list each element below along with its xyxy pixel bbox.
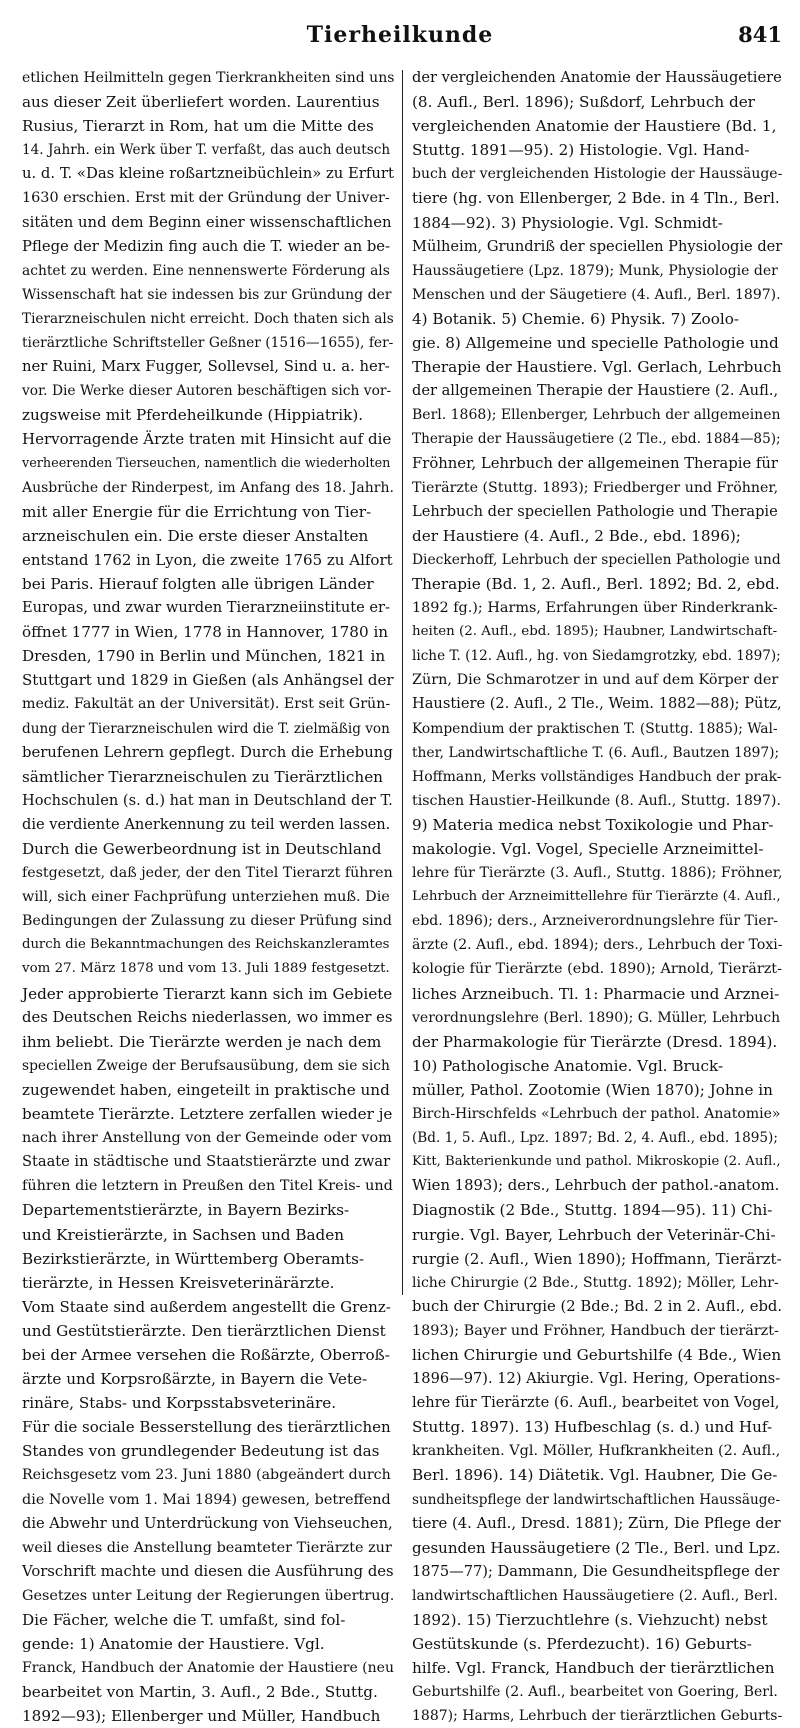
text-line: die Novelle vom 1. Mai 1894) gewesen, betreffend xyxy=(22,1491,391,1508)
text-line: (Bd. 1, 5. Aufl., Lpz. 1897; Bd. 2, 4. Aufl., ebd. 1895); xyxy=(412,1130,778,1147)
text-line: Für die sociale Besserstellung des tierärztlichen xyxy=(22,1418,391,1437)
text-line: rurgie. Vgl. Bayer, Lehrbuch der Veterinär-Chi- xyxy=(412,1225,776,1244)
text-line: Rusius, Tierarzt in Rom, hat um die Mitte des xyxy=(22,117,374,136)
text-line: Kitt, Bakterienkunde und pathol. Mikroskopie (2. Aufl., xyxy=(412,1154,781,1170)
text-line: zugewendet haben, eingeteilt in praktische und xyxy=(22,1080,390,1099)
text-line: liche Chirurgie (2 Bde., Stuttg. 1892); Möller, Lehr- xyxy=(412,1274,779,1291)
text-line: Hochschulen (s. d.) hat man in Deutschland der T. xyxy=(22,791,393,809)
text-line: Dresden, 1790 in Berlin und München, 1821 in xyxy=(22,647,386,666)
running-title: Tierheilkunde xyxy=(306,22,494,48)
text-line: mit aller Energie für die Errichtung von Tier- xyxy=(22,502,372,521)
text-line: rurgie (2. Aufl., Wien 1890); Hoffmann, Tierärzt- xyxy=(412,1249,782,1268)
text-line: Stuttgart und 1829 in Gießen (als Anhängsel der xyxy=(22,671,394,690)
text-line: weil dieses die Anstellung beamteter Tierärzte zur xyxy=(22,1539,392,1556)
text-line: gende: 1) Anatomie der Haustiere. Vgl. xyxy=(22,1635,325,1654)
text-line: dung der Tierarzneischulen wird die T. zielmäßig von xyxy=(22,720,390,737)
text-line: Dieckerhoff, Lehrbuch der speciellen Pathologie und xyxy=(412,551,781,568)
text-line: 1887); Harms, Lehrbuch der tierärztlichen Geburts- xyxy=(412,1708,783,1725)
text-line: entstand 1762 in Lyon, die zweite 1765 zu Alfort xyxy=(22,550,393,569)
text-line: arzneischulen ein. Die erste dieser Anstalten xyxy=(22,526,369,545)
text-line: der Haustiere (4. Aufl., 2 Bde., ebd. 1896); xyxy=(412,526,741,545)
text-line: tierärzte, in Hessen Kreisveterinärärzte. xyxy=(22,1273,335,1292)
text-line: liche T. (12. Aufl., hg. von Siedamgrotzky, ebd. 1897); xyxy=(412,648,781,665)
text-line: die Abwehr und Unterdrückung von Viehseuchen, xyxy=(22,1514,393,1532)
text-line: kologie für Tierärzte (ebd. 1890); Arnold, Tierärzt- xyxy=(412,961,782,978)
text-line: Tierärzte (Stuttg. 1893); Friedberger und Fröhner, xyxy=(412,479,779,496)
text-line: Haustiere (2. Aufl., 2 Tle., Weim. 1882—88); Pütz, xyxy=(412,695,782,713)
text-line: Gestütskunde (s. Pferdezucht). 16) Geburts- xyxy=(412,1635,752,1654)
text-line: lehre für Tierärzte (3. Aufl., Stuttg. 1886); Fröhner, xyxy=(412,865,783,882)
text-line: bei Paris. Hierauf folgten alle übrigen Länder xyxy=(22,574,374,593)
text-line: Bezirkstierärzte, in Württemberg Oberamts- xyxy=(22,1249,365,1268)
column-divider xyxy=(402,70,403,1295)
text-line: Berl. 1868); Ellenberger, Lehrbuch der allgemeinen xyxy=(412,407,781,424)
text-line: Wien 1893); ders., Lehrbuch der pathol.-anatom. xyxy=(412,1177,780,1195)
text-line: Staate in städtische und Staatstierärzte und zwar xyxy=(22,1153,391,1171)
text-line: lichen Chirurgie und Geburtshilfe (4 Bde., Wien xyxy=(412,1345,782,1364)
text-line: sundheitspflege der landwirtschaftlichen Haussäuge- xyxy=(412,1491,781,1508)
text-line: des Deutschen Reichs niederlassen, wo immer es xyxy=(22,1008,393,1026)
text-line: Reichsgesetz vom 23. Juni 1880 (abgeändert durch xyxy=(22,1467,391,1484)
text-line: Therapie der Haustiere. Vgl. Gerlach, Lehrbuch xyxy=(412,358,782,377)
text-line: bei der Armee versehen die Roßärzte, Oberroß- xyxy=(22,1345,390,1364)
text-line: ner Ruini, Marx Fugger, Sollevsel, Sind u. a. her- xyxy=(22,358,390,376)
text-line: Bedingungen der Zulassung zu dieser Prüfung sind xyxy=(22,913,392,930)
text-line: liches Arzneibuch. Tl. 1: Pharmacie und Arznei- xyxy=(412,984,780,1003)
text-line: zugsweise mit Pferdeheilkunde (Hippiatrik). xyxy=(22,406,364,425)
text-line: 4) Botanik. 5) Chemie. 6) Physik. 7) Zoolo- xyxy=(412,309,739,328)
text-line: lehre für Tierärzte (6. Aufl., bearbeitet von Vogel, xyxy=(412,1394,780,1412)
text-line: bearbeitet von Martin, 3. Aufl., 2 Bde., Stuttg. xyxy=(22,1683,378,1702)
text-line: der vergleichenden Anatomie der Haussäugetiere xyxy=(412,69,782,86)
text-line: Birch-Hirschfelds «Lehrbuch der pathol. Anatomie» xyxy=(412,1106,781,1123)
text-line: Pflege der Medizin fing auch die T. wieder an be- xyxy=(22,237,391,255)
text-line: Geburtshilfe (2. Aufl., bearbeitet von Goering, Berl. xyxy=(412,1684,778,1701)
text-line: (8. Aufl., Berl. 1896); Sußdorf, Lehrbuch der xyxy=(412,93,755,112)
text-line: beamtete Tierärzte. Letztere zerfallen wieder je xyxy=(22,1105,393,1124)
text-line: ebd. 1896); ders., Arzneiverordnungslehre für Tier- xyxy=(412,913,779,930)
page-header xyxy=(18,22,782,56)
text-line: und Kreistierärzte, in Sachsen und Baden xyxy=(22,1225,345,1244)
text-line: makologie. Vgl. Vogel, Specielle Arzneimittel- xyxy=(412,840,764,858)
text-line: 1893); Bayer und Fröhner, Handbuch der tierärzt- xyxy=(412,1322,779,1339)
text-line: die verdiente Anerkennung zu teil werden lassen. xyxy=(22,815,391,833)
text-line: Haussäugetiere (Lpz. 1879); Munk, Physiologie der xyxy=(412,262,778,279)
text-line: der allgemeinen Therapie der Haustiere (2. Aufl., xyxy=(412,382,779,400)
text-line: 1896—97). 12) Akiurgie. Vgl. Hering, Operations- xyxy=(412,1370,781,1388)
text-line: verordnungslehre (Berl. 1890); G. Müller, Lehrbuch xyxy=(412,1009,781,1026)
text-line: Vorschrift machte und diesen die Ausführung des xyxy=(22,1562,394,1580)
text-line: u. d. T. «Das kleine roßartzneibüchlein» zu Erfurt xyxy=(22,165,394,183)
text-line: Berl. 1896). 14) Diätetik. Vgl. Haubner, Die Ge- xyxy=(412,1466,778,1485)
text-line: Europas, und zwar wurden Tierarzneiinstitute er- xyxy=(22,599,390,617)
text-line: Die Fächer, welche die T. umfaßt, sind fol- xyxy=(22,1611,346,1629)
right-column xyxy=(412,66,783,1725)
text-line: nach ihrer Anstellung von der Gemeinde oder vom xyxy=(22,1130,392,1147)
text-line: 1892 fg.); Harms, Erfahrungen über Rinderkrank- xyxy=(412,600,778,617)
text-line: Wissenschaft hat sie indessen bis zur Gründung der xyxy=(22,286,392,303)
text-line: Diagnostik (2 Bde., Stuttg. 1894—95). 11) Chi- xyxy=(412,1201,773,1220)
text-line: etlichen Heilmitteln gegen Tierkrankheiten sind uns xyxy=(22,70,395,86)
text-line: buch der Chirurgie (2 Bde.; Bd. 2 in 2. Aufl., ebd. xyxy=(412,1297,783,1315)
text-line: buch der vergleichenden Histologie der Haussäuge- xyxy=(412,166,783,183)
text-line: müller, Pathol. Zootomie (Wien 1870); Johne in xyxy=(412,1080,773,1099)
text-line: vor. Die Werke dieser Autoren beschäftigen sich vor- xyxy=(22,383,392,400)
text-line: Gesetzes unter Leitung der Regierungen übertrug. xyxy=(22,1587,395,1604)
text-line: Durch die Gewerbeordnung ist in Deutschland xyxy=(22,840,382,858)
text-line: vergleichenden Anatomie der Haustiere (Bd. 1, xyxy=(412,117,777,136)
text-line: Lehrbuch der Arzneimittellehre für Tierärzte (4. Aufl., xyxy=(412,889,781,905)
text-line: festgesetzt, daß jeder, der den Titel Tierarzt führen xyxy=(22,865,393,882)
text-line: ihm beliebt. Die Tierärzte werden je nach dem xyxy=(22,1032,382,1051)
text-line: Departementstierärzte, in Bayern Bezirks- xyxy=(22,1201,350,1220)
text-line: berufenen Lehrern gepflegt. Durch die Erhebung xyxy=(22,743,393,761)
text-line: Lehrbuch der speciellen Pathologie und Therapie xyxy=(412,502,778,520)
text-line: gie. 8) Allgemeine und specielle Pathologie und xyxy=(412,334,779,353)
text-line: Zürn, Die Schmarotzer in und auf dem Körper der xyxy=(412,672,779,689)
text-line: tiere (hg. von Ellenberger, 2 Bde. in 4 Tln., Berl. xyxy=(412,189,780,208)
text-line: 1630 erschien. Erst mit der Gründung der Univer- xyxy=(22,190,390,207)
text-line: verheerenden Tierseuchen, namentlich die wiederholten xyxy=(22,455,391,471)
text-line: landwirtschaftlichen Haussäugetiere (2. Aufl., Berl. xyxy=(412,1587,778,1604)
text-line: sitäten und dem Beginn einer wissenschaftlichen xyxy=(22,213,392,231)
text-line: Stuttg. 1891—95). 2) Histologie. Vgl. Hand- xyxy=(412,141,750,160)
text-line: ärzte (2. Aufl., ebd. 1894); ders., Lehrbuch der Toxi- xyxy=(412,937,783,954)
text-line: Hervorragende Ärzte traten mit Hinsicht auf die xyxy=(22,430,392,449)
left-column xyxy=(22,66,395,1726)
text-line: sämtlicher Tierarzneischulen zu Tierärztlichen xyxy=(22,767,383,786)
text-line: der Pharmakologie für Tierärzte (Dresd. 1894). xyxy=(412,1032,778,1051)
text-line: rinäre, Stabs- und Korpsstabsveterinäre. xyxy=(22,1394,337,1413)
text-line: 1884—92). 3) Physiologie. Vgl. Schmidt- xyxy=(412,213,723,232)
text-line: und Gestütstierärzte. Den tierärztlichen Dienst xyxy=(22,1321,386,1340)
text-line: Vom Staate sind außerdem angestellt die Grenz- xyxy=(22,1297,391,1316)
text-line: Ausbrüche der Rinderpest, im Anfang des 18. Jahrh. xyxy=(22,479,394,496)
text-line: 9) Materia medica nebst Toxikologie und Phar- xyxy=(412,815,774,834)
text-line: Hoffmann, Merks vollständiges Handbuch der prak- xyxy=(412,768,782,785)
text-line: Fröhner, Lehrbuch der allgemeinen Therapie für xyxy=(412,454,778,472)
text-line: gesunden Haussäugetiere (2 Tle., Berl. und Lpz. xyxy=(412,1538,781,1557)
text-line: 1892). 15) Tierzuchtlehre (s. Viehzucht) nebst xyxy=(412,1611,768,1629)
text-line: aus dieser Zeit überliefert worden. Laurentius xyxy=(22,93,380,112)
text-line: Stuttg. 1897). 13) Hufbeschlag (s. d.) und Huf- xyxy=(412,1418,773,1437)
text-line: Therapie der Haussäugetiere (2 Tle., ebd. 1884—85); xyxy=(412,431,781,448)
text-line: vom 27. März 1878 und vom 13. Juli 1889 festgesetzt. xyxy=(22,961,390,977)
text-line: krankheiten. Vgl. Möller, Hufkrankheiten (2. Aufl., xyxy=(412,1443,781,1460)
text-line: hilfe. Vgl. Franck, Handbuch der tierärztlichen xyxy=(412,1659,775,1678)
text-line: 1892—93); Ellenberger und Müller, Handbuch xyxy=(22,1707,381,1726)
text-line: 14. Jahrh. ein Werk über T. verfaßt, das auch deutsch xyxy=(22,142,391,159)
text-line: tiere (4. Aufl., Dresd. 1881); Zürn, Die Pflege der xyxy=(412,1514,781,1532)
text-line: tierärztliche Schriftsteller Geßner (1516—1655), fer- xyxy=(22,335,394,352)
text-line: mediz. Fakultät an der Universität). Erst seit Grün- xyxy=(22,696,391,713)
text-line: 1875—77); Dammann, Die Gesundheitspflege der xyxy=(412,1562,780,1580)
text-line: tischen Haustier-Heilkunde (8. Aufl., Stuttg. 1897). xyxy=(412,792,781,809)
text-line: Menschen und der Säugetiere (4. Aufl., Berl. 1897). xyxy=(412,286,781,303)
text-line: Franck, Handbuch der Anatomie der Haustiere (neu xyxy=(22,1660,394,1677)
text-line: Therapie (Bd. 1, 2. Aufl., Berl. 1892; Bd. 2, ebd. xyxy=(412,574,780,593)
text-line: ärzte und Korpsroßärzte, in Bayern die Vete- xyxy=(22,1370,368,1389)
text-line: achtet zu werden. Eine nennenswerte Förderung als xyxy=(22,262,390,279)
text-line: Kompendium der praktischen T. (Stuttg. 1885); Wal- xyxy=(412,720,778,737)
text-line: durch die Bekanntmachungen des Reichskanzleramtes xyxy=(22,937,390,953)
page-number: 841 xyxy=(738,22,782,47)
text-line: will, sich einer Fachprüfung unterziehen muß. Die xyxy=(22,889,390,906)
text-line: Standes von grundlegender Bedeutung ist das xyxy=(22,1442,380,1461)
text-line: öffnet 1777 in Wien, 1778 in Hannover, 1780 in xyxy=(22,623,389,642)
text-line: Jeder approbierte Tierarzt kann sich im Gebiete xyxy=(22,984,393,1003)
text-line: heiten (2. Aufl., ebd. 1895); Haubner, Landwirtschaft- xyxy=(412,624,778,640)
text-line: führen die letztern in Preußen den Titel Kreis- und xyxy=(22,1178,393,1195)
text-line: Tierarzneischulen nicht erreicht. Doch thaten sich als xyxy=(22,310,394,327)
text-line: speciellen Zweige der Berufsausübung, dem sie sich xyxy=(22,1057,390,1074)
text-line: ther, Landwirtschaftliche T. (6. Aufl., Bautzen 1897); xyxy=(412,744,780,761)
text-line: 10) Pathologische Anatomie. Vgl. Bruck- xyxy=(412,1056,724,1075)
text-line: Mülheim, Grundriß der speciellen Physiologie der xyxy=(412,237,783,255)
